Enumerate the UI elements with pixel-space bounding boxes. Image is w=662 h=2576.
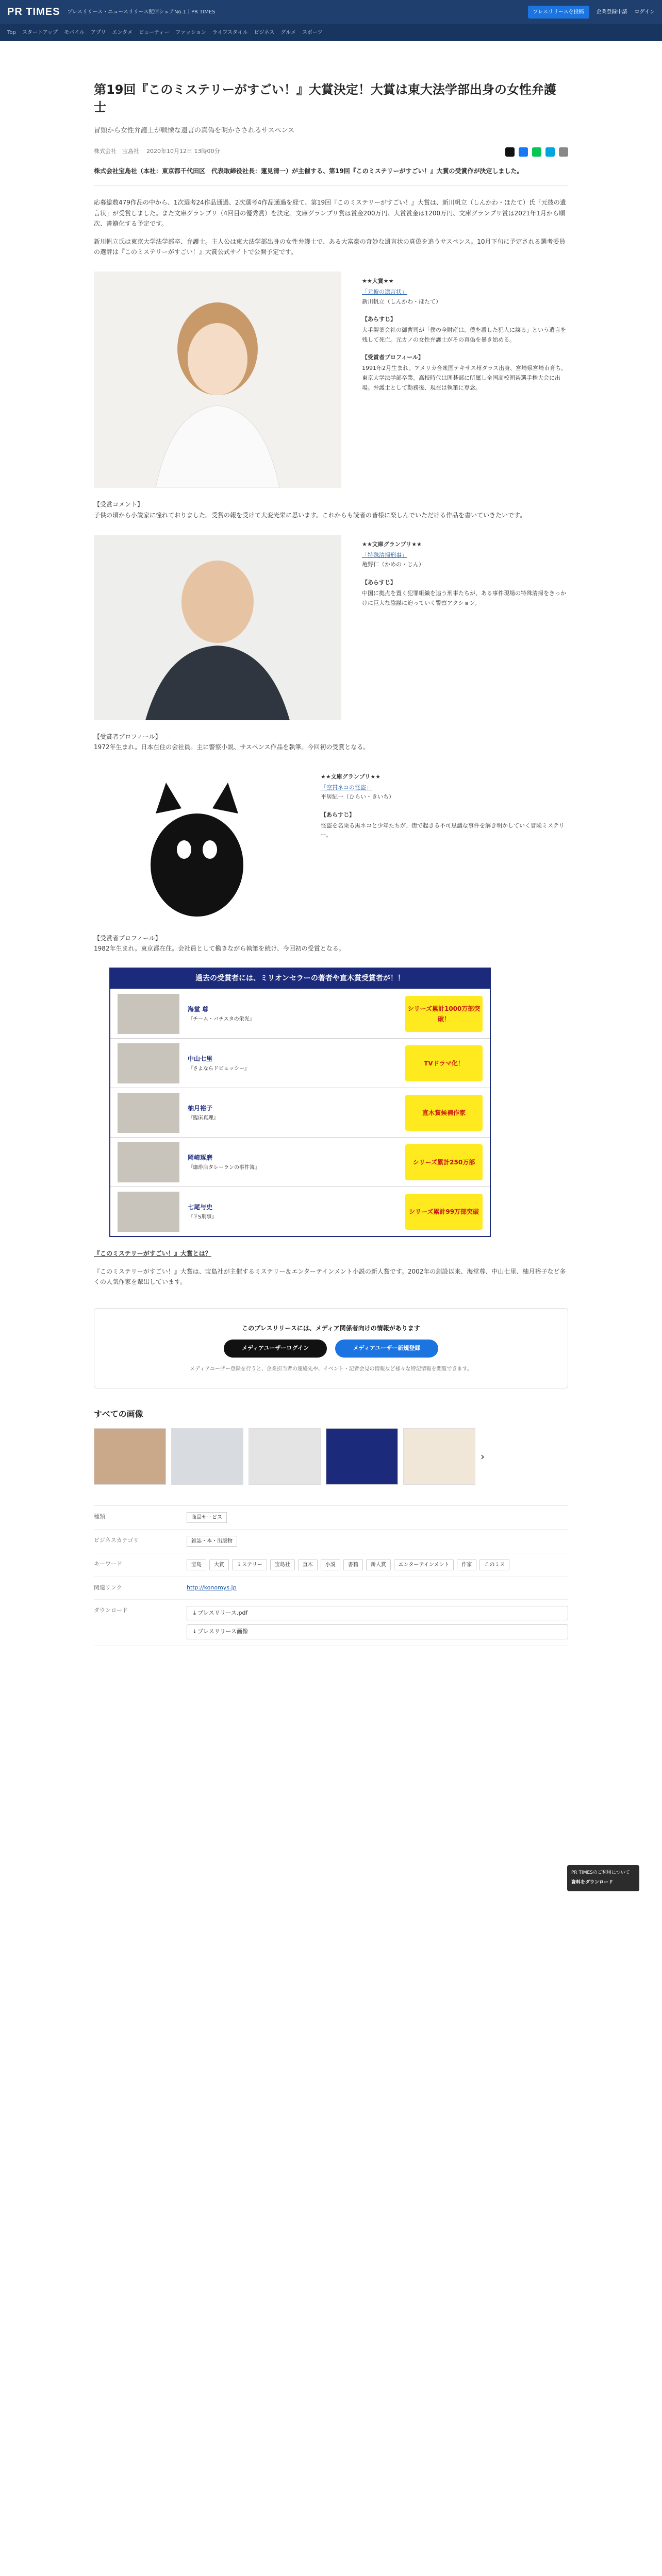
type-tag[interactable]: 商品サービス bbox=[187, 1512, 227, 1523]
winner1-title[interactable]: 「元彼の遺言状」 bbox=[362, 289, 407, 295]
keyword-tag[interactable]: 作家 bbox=[457, 1560, 476, 1570]
winner3-head: ★★文庫グランプリ★★ bbox=[321, 773, 381, 780]
winner3-title[interactable]: 「空貫ネコの怪盗」 bbox=[321, 784, 372, 791]
cta-note: メディアユーザー登録を行うと、企業担当者の連絡先や、イベント・記者会見の情報など様々な特記情報を閲覧できます。 bbox=[190, 1366, 472, 1372]
share-buttons bbox=[505, 147, 568, 157]
site-tagline: プレスリリース・ニュースリリース配信シェアNo.1｜PR TIMES bbox=[67, 9, 216, 15]
keyword-tag[interactable]: 小説 bbox=[321, 1560, 340, 1570]
category-business[interactable]: ビジネス bbox=[254, 29, 275, 36]
banner-author: 岡崎琢磨 bbox=[188, 1154, 213, 1162]
category-nav bbox=[0, 24, 662, 41]
download-icon: ⤓ bbox=[193, 1628, 198, 1635]
banner-badge: 直木賞候補作家 bbox=[405, 1095, 483, 1131]
gallery-thumb[interactable] bbox=[94, 1428, 166, 1485]
article-subtitle: 冒頭から女性弁護士が戦慄な遺言の真偽を明かさされるサスペンス bbox=[94, 127, 295, 135]
winner2-comment: 【受賞者プロフィール】 1972年生まれ。日本在住の会社員。主に警察小説、サスペンス作品を執筆。今回初の受賞となる。 bbox=[94, 733, 370, 751]
keyword-tag[interactable]: 書籍 bbox=[343, 1560, 363, 1570]
book-cover-image bbox=[118, 994, 179, 1034]
banner-author: 七尾与史 bbox=[188, 1204, 213, 1211]
category-mobile[interactable]: モバイル bbox=[63, 29, 85, 36]
keyword-tag[interactable]: ミステリー bbox=[232, 1560, 267, 1570]
winner1-profile: 1991年2月生まれ。アメリカ合衆国テキサス州ダラス出身、宮崎県宮崎市育ち。東京大学法学部卒業。高校時代は囲碁部に所属し全国高校囲碁選手権大会に出場。弁護士として勤務後、現在は執筆に専念。 bbox=[362, 365, 567, 391]
winner-bunko-grandprix-2 bbox=[94, 767, 568, 922]
banner-work: 『さよならドビュッシー』 bbox=[188, 1065, 250, 1072]
top-nav bbox=[0, 0, 662, 24]
media-login-button[interactable]: メディアユーザーログイン bbox=[224, 1340, 327, 1358]
book-cover-image bbox=[118, 1043, 179, 1083]
banner-work: 『チーム・バチスタの栄光』 bbox=[188, 1016, 255, 1022]
publish-date: 2020年10月12日 13時00分 bbox=[146, 148, 220, 155]
banner-author: 中山七里 bbox=[188, 1055, 213, 1063]
cta-title: このプレスリリースには、メディア関係者向けの情報があります bbox=[242, 1324, 420, 1332]
winner3-synopsis: 怪盗を名乗る黒ネコと少年たちが、街で起きる不可思議な事件を解き明かしていく冒険ミステリー。 bbox=[321, 822, 565, 839]
company-name[interactable]: 株式会社 宝島社 bbox=[94, 148, 139, 155]
site-logo[interactable]: PR TIMES bbox=[7, 6, 60, 18]
lead-text: 株式会社宝島社（本社：東京都千代田区 代表取締役社長：蓮見清一）が主催する、第19回『このミステリーがすごい！』大賞の受賞作が決定しました。 bbox=[94, 167, 523, 175]
facebook-share-icon[interactable] bbox=[519, 147, 528, 157]
keyword-tag[interactable]: 宝島社 bbox=[270, 1560, 295, 1570]
download-pdf-label: プレスリリース.pdf bbox=[197, 1609, 248, 1616]
banner-row bbox=[110, 1088, 490, 1137]
banner-badge: シリーズ累計1000万部突破！ bbox=[405, 996, 483, 1032]
category-fashion[interactable]: ファッション bbox=[175, 29, 206, 36]
category-app[interactable]: アプリ bbox=[90, 29, 106, 36]
winner1-synopsis: 大手製薬会社の御曹司が「僕の全財産は、僕を殺した犯人に譲る」という遺言を残して死亡。元カノの女性弁護士がその真偽を暴き始める。 bbox=[362, 327, 566, 343]
banner-badge: シリーズ累計250万部 bbox=[405, 1144, 483, 1180]
download-pdf-button[interactable] bbox=[187, 1606, 568, 1621]
about-heading: 『このミステリーがすごい！』大賞とは？ bbox=[94, 1250, 211, 1258]
download-images-label: プレスリリース画像 bbox=[197, 1628, 249, 1635]
winner-grand-prize bbox=[94, 272, 568, 488]
article-main bbox=[94, 41, 568, 1646]
category-top[interactable]: Top bbox=[7, 29, 16, 36]
body-paragraph-2: 新川帆立氏は東京大学法学部卒、弁護士。主人公は東大法学部出身の女性弁護士で、ある大富豪の奇妙な遺言状の真偽を追うサスペンス。10月下旬に予定される選考委員の選評は『このミステリーがすごい！』大賞公式サイトで公開予定です。 bbox=[94, 238, 566, 256]
download-images-button[interactable] bbox=[187, 1624, 568, 1639]
banner-work: 『珈琲店タレーランの事件簿』 bbox=[188, 1164, 260, 1171]
banner-author: 海堂 尊 bbox=[188, 1006, 209, 1013]
line-share-icon[interactable] bbox=[532, 147, 541, 157]
body-paragraph-1: 応募総数479作品の中から、1次選考24作品通過、2次選考4作品通過を経て、第19回『このミステリーがすごい！』大賞は、新川帆立（しんかわ・ほたて）氏「元彼の遺言状」が受賞しました。また文庫グランプリ（4回目の優秀賞）を決定。文庫グランプリ賞は賞金200万円、大賞賞金は1200万円、文庫グランプリ賞は2021年1月から順次、書籍化する予定です。 bbox=[94, 199, 566, 228]
winner3-synopsis-head: 【あらすじ】 bbox=[321, 811, 355, 818]
category-beauty[interactable]: ビューティー bbox=[139, 29, 170, 36]
winner2-synopsis-head: 【あらすじ】 bbox=[362, 579, 396, 586]
winner2-author: 亀野仁（かめの・じん） bbox=[362, 561, 424, 568]
info-key: キーワード bbox=[94, 1560, 122, 1567]
banner-work: 『臨床真理』 bbox=[188, 1115, 219, 1121]
article-meta bbox=[94, 147, 568, 157]
winner-photo-kameno[interactable] bbox=[94, 535, 341, 720]
book-cover-image bbox=[118, 1192, 179, 1232]
winner-photo-shinkawa[interactable] bbox=[94, 272, 341, 488]
category-entertainment[interactable]: エンタメ bbox=[112, 29, 133, 36]
winner1-profile-head: 【受賞者プロフィール】 bbox=[362, 354, 424, 361]
info-key: ダウンロード bbox=[94, 1606, 128, 1614]
book-cover-image bbox=[118, 1142, 179, 1182]
winner2-synopsis: 中国に拠点を置く犯罪組織を追う刑事たちが、ある事件現場の特殊清掃をきっかけに巨大な陰謀に迫っていく警察アクション。 bbox=[362, 589, 566, 606]
link-copy-icon[interactable] bbox=[559, 147, 568, 157]
winner3-comment: 【受賞者プロフィール】 1982年生まれ。東京都在住。会社員として働きながら執筆を続け、今回初の受賞となる。 bbox=[94, 934, 345, 953]
gallery-thumb[interactable] bbox=[249, 1428, 321, 1485]
info-key: 種類 bbox=[94, 1513, 105, 1520]
banner-row bbox=[110, 1038, 490, 1088]
keyword-tag[interactable]: このミス bbox=[479, 1560, 509, 1570]
winner3-author: 平居紀一（ひらい・きいち） bbox=[321, 793, 394, 801]
winner1-synopsis-head: 【あらすじ】 bbox=[362, 316, 396, 323]
popup-text: PR TIMESのご利用について bbox=[571, 1870, 630, 1875]
keyword-tag[interactable]: 宝島 bbox=[187, 1560, 206, 1570]
past-winners-banner bbox=[109, 968, 491, 1238]
winner2-head: ★★文庫グランプリ★★ bbox=[362, 541, 422, 548]
company-register-link[interactable]: 企業登録申請 bbox=[596, 9, 627, 15]
category-gourmet[interactable]: グルメ bbox=[280, 29, 296, 36]
media-signup-button[interactable]: メディアユーザー新規登録 bbox=[335, 1340, 438, 1358]
book-cover-image bbox=[118, 1093, 179, 1133]
business-tag[interactable]: 雑誌・本・出版物 bbox=[187, 1536, 237, 1547]
gallery-title: すべての画像 bbox=[94, 1409, 143, 1419]
banner-badge: シリーズ累計99万部突破 bbox=[405, 1194, 483, 1230]
media-cta bbox=[94, 1308, 568, 1388]
divider bbox=[94, 185, 568, 186]
banner-row bbox=[110, 1187, 490, 1236]
category-lifestyle[interactable]: ライフスタイル bbox=[212, 29, 248, 36]
winner2-title[interactable]: 「特殊清掃刑事」 bbox=[362, 551, 407, 558]
winner1-comment: 【受賞コメント】 子供の頃から小説家に憧れておりました。受賞の報を受けて大変光栄に思います。これからも読者の皆様に楽しんでいただける作品を書いていきたいです。 bbox=[94, 501, 526, 519]
winner-image-cat-thief[interactable] bbox=[94, 767, 300, 922]
banner-author: 柚月裕子 bbox=[188, 1105, 213, 1112]
popup-download-button[interactable]: 資料をダウンロード bbox=[571, 1880, 614, 1886]
winner1-author: 新川帆立（しんかわ・ほたて） bbox=[362, 298, 441, 305]
category-sports[interactable]: スポーツ bbox=[302, 29, 323, 36]
release-info-table bbox=[94, 1505, 568, 1646]
info-key: 関連リンク bbox=[94, 1584, 122, 1591]
keyword-tag[interactable]: 大賞 bbox=[209, 1560, 229, 1570]
keyword-tag[interactable]: 新人賞 bbox=[366, 1560, 391, 1570]
service-popup bbox=[567, 1865, 639, 1891]
post-release-button[interactable]: プレスリリースを投稿 bbox=[528, 6, 589, 19]
gallery-thumb[interactable] bbox=[171, 1428, 243, 1485]
winner-bunko-grandprix-1 bbox=[94, 535, 568, 720]
banner-row bbox=[110, 989, 490, 1038]
related-link[interactable]: http://konomys.jp bbox=[187, 1584, 237, 1591]
banner-badge: TVドラマ化！ bbox=[405, 1045, 483, 1081]
gallery-thumb[interactable] bbox=[326, 1428, 398, 1485]
hatena-share-icon[interactable] bbox=[545, 147, 555, 157]
keyword-tag[interactable]: 直木 bbox=[298, 1560, 318, 1570]
banner-title: 過去の受賞者には、ミリオンセラーの著者や直木賞受賞者が！！ bbox=[110, 969, 490, 989]
article-title: 第19回『このミステリーがすごい！』大賞決定！大賞は東大法学部出身の女性弁護士 bbox=[94, 82, 556, 114]
login-link[interactable]: ログイン bbox=[634, 9, 655, 15]
image-gallery bbox=[94, 1428, 568, 1485]
x-share-icon[interactable] bbox=[505, 147, 515, 157]
category-startup[interactable]: スタートアップ bbox=[22, 29, 58, 36]
banner-row bbox=[110, 1137, 490, 1187]
keyword-tag[interactable]: エンターテインメント bbox=[394, 1560, 454, 1570]
winner1-head: ★★大賞★★ bbox=[362, 278, 394, 285]
about-text: 『このミステリーがすごい！』大賞は、宝島社が主催するミステリー＆エンターテインメント小説の新人賞です。2002年の創設以来、海堂尊、中山七里、柚月裕子など多くの人気作家を輩出しています。 bbox=[94, 1267, 566, 1286]
banner-work: 『ドS刑事』 bbox=[188, 1214, 217, 1220]
info-key: ビジネスカテゴリ bbox=[94, 1536, 139, 1544]
gallery-thumb[interactable] bbox=[403, 1428, 475, 1485]
chevron-right-icon[interactable]: › bbox=[481, 1450, 485, 1463]
download-icon: ⤓ bbox=[193, 1609, 198, 1616]
